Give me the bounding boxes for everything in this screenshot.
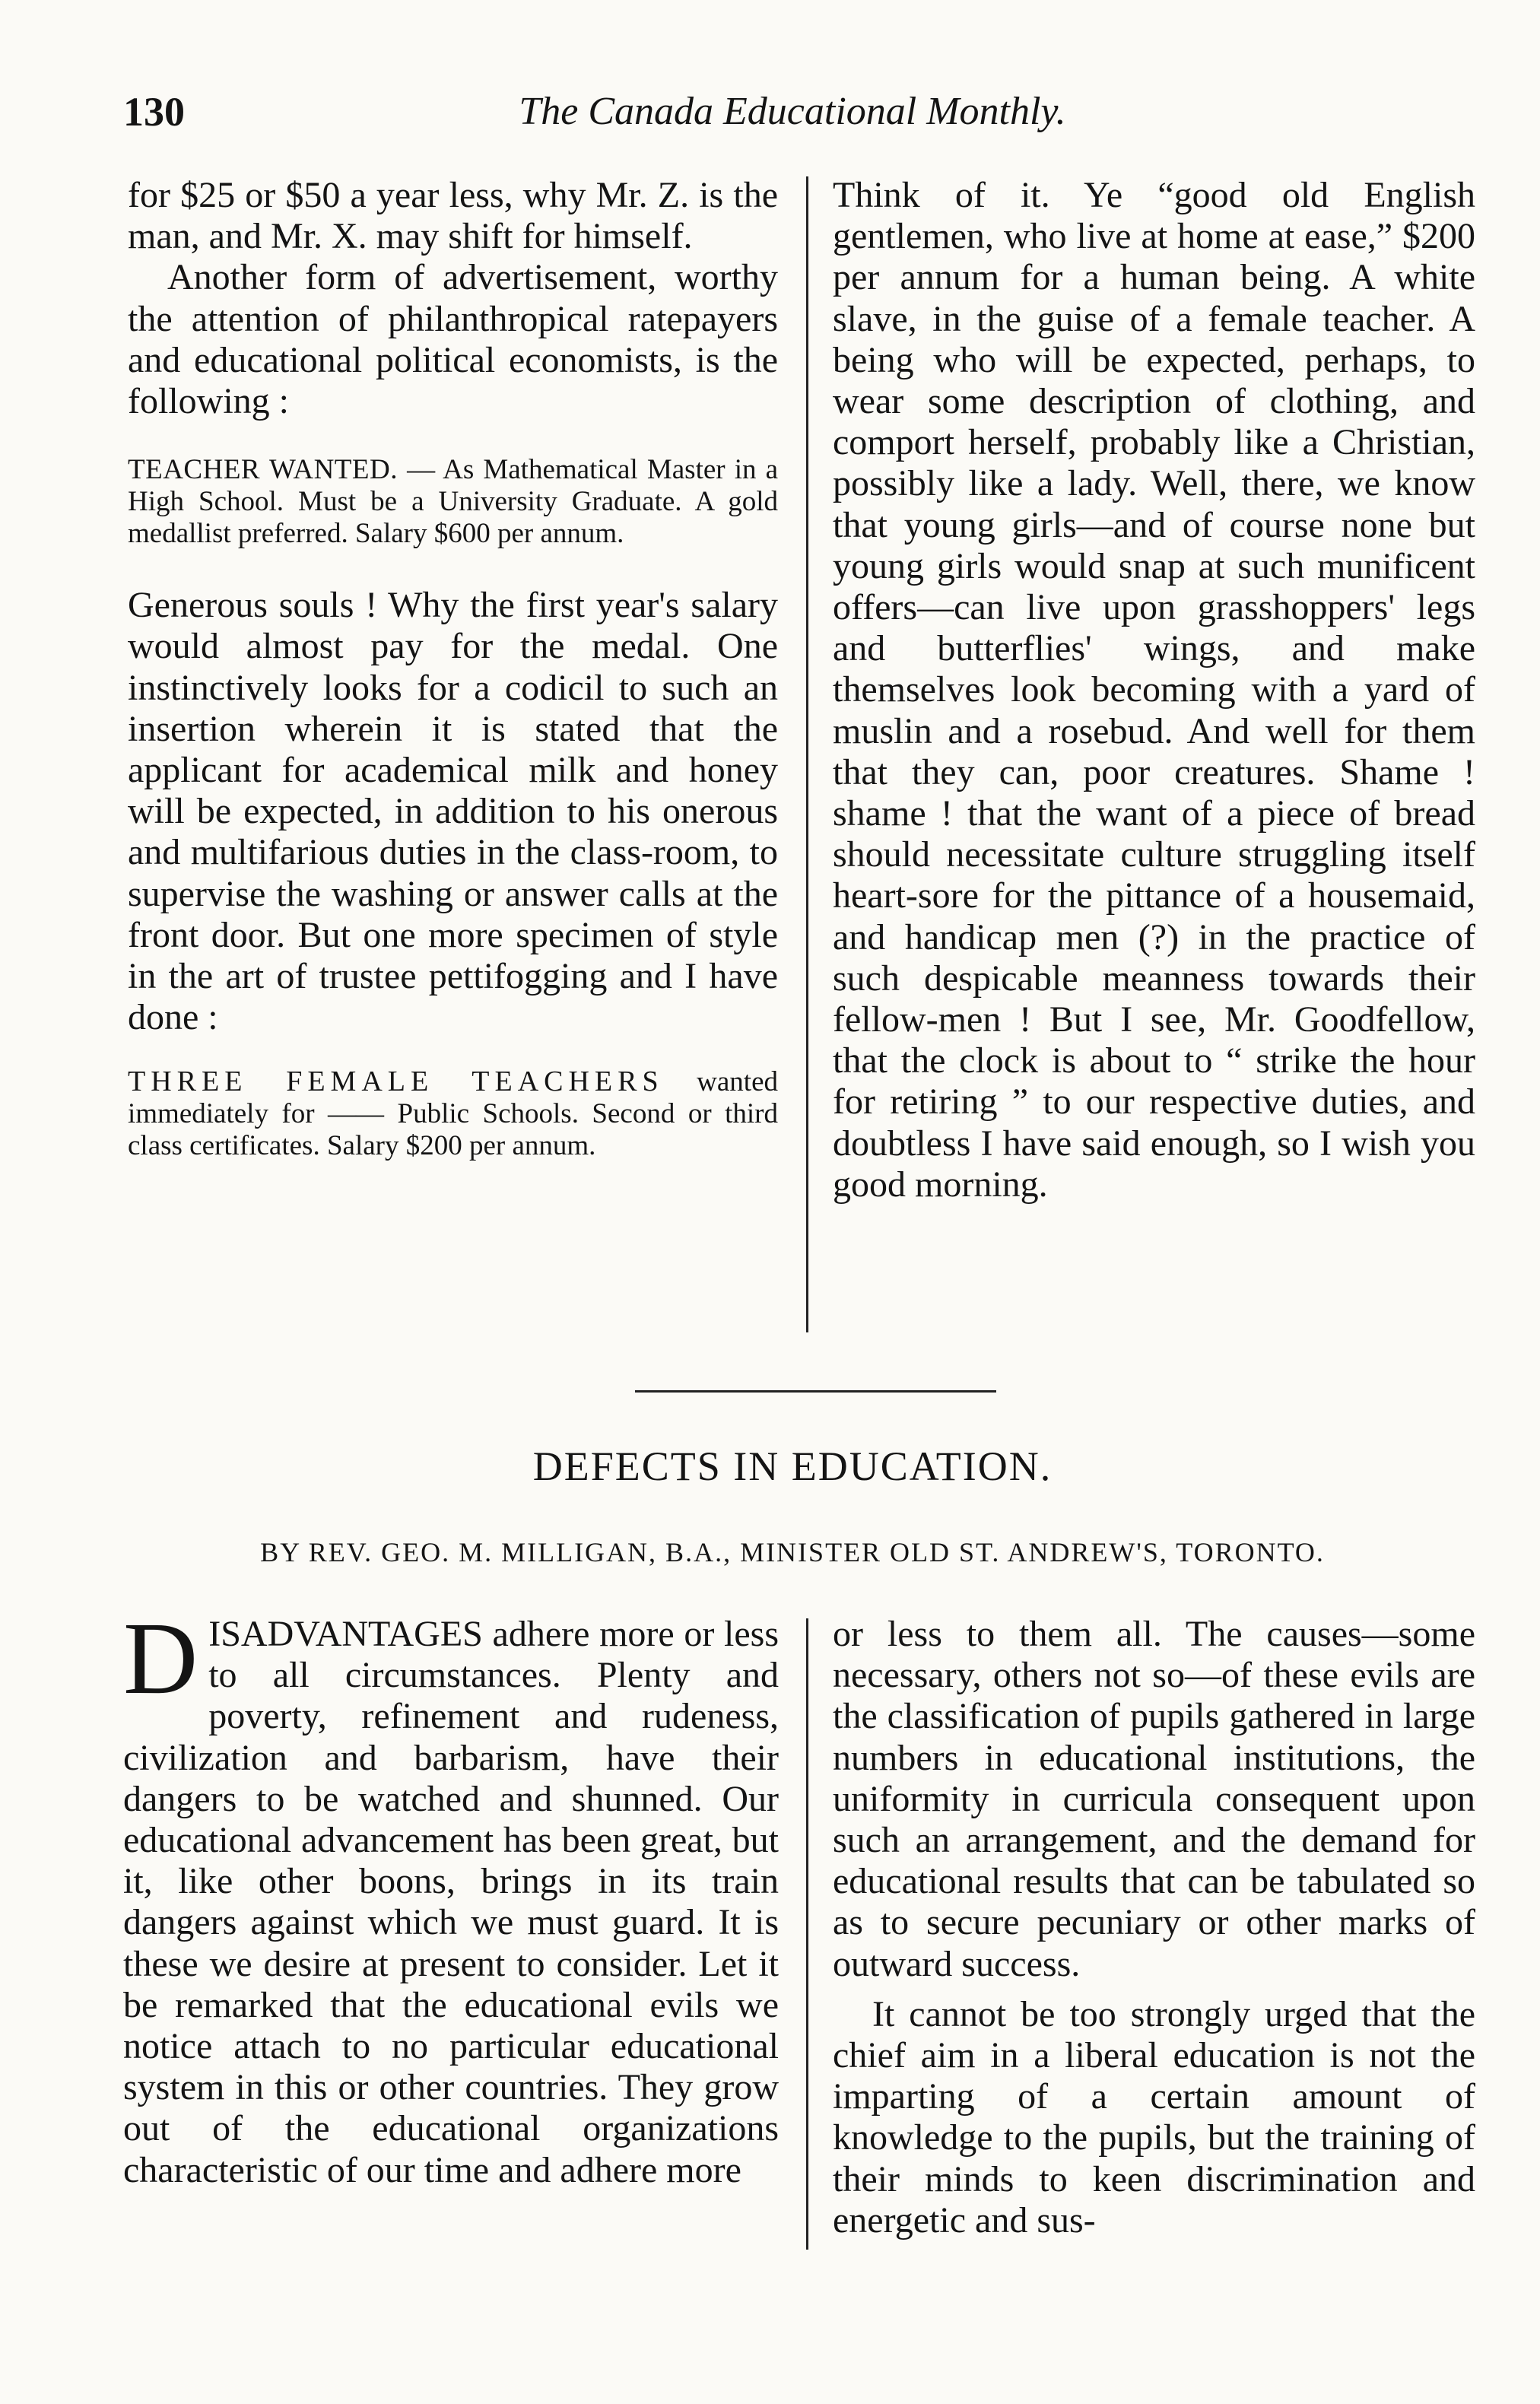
page-number: 130 [123, 89, 185, 135]
top-right-column [833, 175, 1475, 1205]
column-rule [806, 176, 808, 1332]
section-divider [635, 1390, 996, 1393]
running-title: The Canada Educational Monthly. [519, 90, 1066, 133]
paragraph: Think of it. Ye “good old English gentlemen, who live at home at ease,” $200 per annum for a human being. A white slave, in the guise of a female teacher. A being who will be expected, perhaps, to wear some description of clothing, and comport herself, probably like a Christian, possibly like a lady. Well, there, we know that young girls—and of course none but young girls would snap at such munificent offers—can live upon grasshoppers' legs and butterflies' wings, and make themselves look becoming with a yard of muslin and a rosebud. And well for them that they can, poor creatures. Shame ! shame ! that the want of a piece of bread should necessitate culture struggling itself heart-sore for the pittance of a housemaid, and handicap men (?) in the practice of such despicable meanness towards their fellow-men ! But I see, Mr. Goodfellow, that the clock is about to “ strike the hour for retiring ” to our respective duties, and doubtless I have said enough, so I wish you good morning. [833, 175, 1475, 1205]
drop-cap: D [123, 1602, 198, 1716]
column-rule [806, 1618, 808, 2250]
paragraph [123, 1602, 779, 2191]
article-title: DEFECTS IN EDUCATION. [532, 1443, 1053, 1489]
paragraph-text: ISADVANTAGES adhere more or less to all circumstances. Plenty and poverty, refinement and rudeness, civilization and barbarism, have their dangers to be watched and shunned. Our educational advancement has been great, but it, like other boons, brings in its train dangers against which we must guard. It is these we desire at present to consider. Let it be remarked that the educational evils we notice attach to no particular educational system in this or other countries. They grow out of the educational organizations characteristic of our time and adhere more [123, 1614, 779, 2190]
paragraph: It cannot be too strongly urged that the chief aim in a liberal education is not the imparting of a certain amount of knowledge to the pupils, but the training of their minds to keen discrimination and energetic and sus- [833, 1993, 1475, 2240]
advertisement-heading: THREE FEMALE TEACHERS [128, 1065, 664, 1098]
paragraph: or less to them all. The causes—some necessary, others not so—of these evils are the classification of pupils gathered in large numbers in educational institutions, the uniformity in curricula consequent upon such an arrangement, and the demand for educational results that can be tabulated so as to secure pecuniary or other marks of outward success. [833, 1614, 1475, 1984]
advertisement-body: — As Mathematical Master in a High School. Must be a University Graduate. A gold medallist preferred. Salary $600 per annum. [128, 454, 778, 550]
paragraph: Generous souls ! Why the first year's salary would almost pay for the medal. One instinctively looks for a codicil to such an insertion wherein it is stated that the applicant for academical milk and honey will be expected, in addition to his onerous and multifarious duties in the class-room, to supervise the washing or answer calls at the front door. But one more specimen of style in the art of trustee pettifogging and I have done : [128, 585, 778, 1038]
advertisement-quote [128, 454, 778, 550]
advertisement-quote [128, 1065, 778, 1162]
bottom-left-column [123, 1602, 779, 2191]
paragraph: Another form of advertisement, worthy the attention of philanthropical ratepayers and educational political economists, is the following : [128, 257, 778, 422]
paragraph: for $25 or $50 a year less, why Mr. Z. is the man, and Mr. X. may shift for himself. [128, 175, 778, 257]
page-header [123, 85, 1462, 138]
advertisement-body: wanted immediately for —— Public Schools. Second or third class certificates. Salary $200 per annum. [128, 1066, 778, 1162]
top-left-column [128, 175, 778, 1197]
bottom-right-column [833, 1614, 1475, 2241]
article-byline: BY REV. GEO. M. MILLIGAN, B.A., MINISTER OLD ST. ANDREW'S, TORONTO. [260, 1537, 1325, 1567]
advertisement-heading: TEACHER WANTED. [128, 454, 398, 486]
